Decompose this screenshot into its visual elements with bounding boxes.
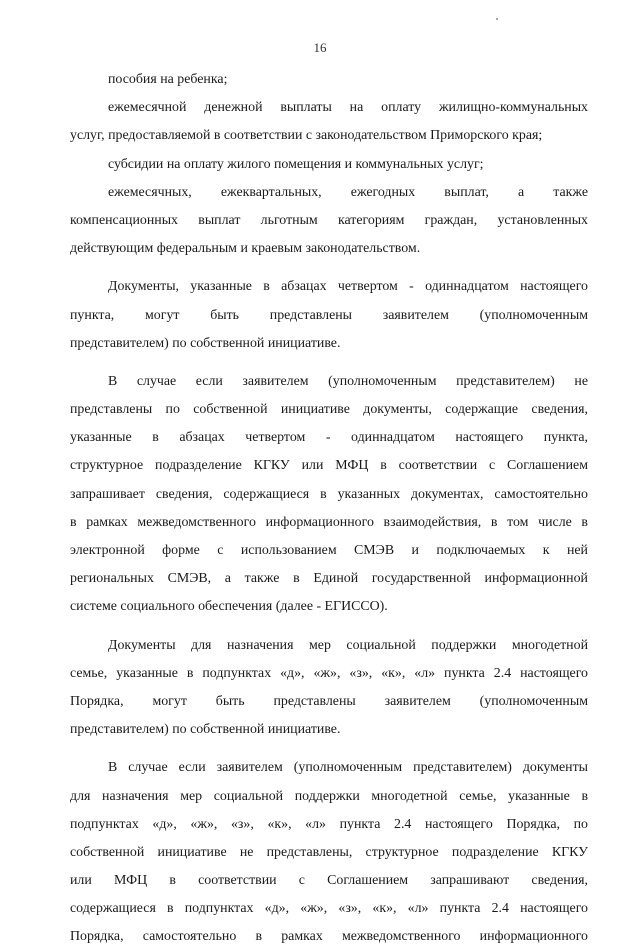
text-line: Документы, указанные в абзацах четвертом - одиннадцатом настоящего — [108, 279, 588, 295]
text-line: электронной форме с использованием СМЭВ и подключаемых к ней — [70, 543, 588, 558]
text-line: субсидии на оплату жилого помещения и коммунальных услуг; — [108, 156, 484, 172]
text-line: системе социального обеспечения (далее - ЕГИССО). — [70, 599, 388, 615]
text-line: Порядка, могут быть представлены заявителем (уполномоченным — [70, 693, 588, 709]
text-line: представлены по собственной инициативе документы, содержащие сведения, — [70, 402, 588, 418]
text-line: региональных СМЭВ, а также в Единой государственной информационной — [70, 571, 588, 587]
text-line: действующим федеральным и краевым законодательством. — [70, 241, 421, 257]
text-line: подпунктах «д», «ж», «з», «к», «л» пункта 2.4 настоящего Порядка, по — [70, 816, 588, 832]
page-number: 16 — [313, 40, 327, 55]
text-line: семье, указанные в подпунктах «д», «ж», «з», «к», «л» пункта 2.4 настоящего — [70, 665, 588, 681]
text-line: представителем) по собственной инициативе. — [70, 335, 341, 351]
text-line: или МФЦ в соответствии с Соглашением запрашивают сведения, — [70, 873, 588, 889]
text-line: указанные в абзацах четвертом - одиннадцатом настоящего пункта, — [70, 430, 588, 446]
text-line: компенсационных выплат льготным категориям граждан, установленных — [70, 212, 588, 228]
text-line: пункта, могут быть представлены заявителем (уполномоченным — [70, 307, 588, 323]
paragraph-gap — [70, 622, 588, 632]
text-line: представителем) по собственной инициативе. — [70, 722, 341, 738]
text-line: В случае если заявителем (уполномоченным представителем) документы — [108, 760, 588, 776]
text-line: содержащиеся в подпунктах «д», «ж», «з», «к», «л» пункта 2.4 настоящего — [70, 901, 588, 917]
text-line: Порядка, самостоятельно в рамках межведомственного информационного — [70, 929, 588, 945]
text-line: Документы для назначения мер социальной поддержки многодетной — [108, 637, 588, 653]
paragraph-gap — [70, 744, 588, 754]
text-line: пособия на ребенка; — [108, 72, 228, 87]
text-line: в рамках межведомственного информационного взаимодействия, в том числе в — [70, 514, 588, 530]
paragraph-gap — [70, 263, 588, 273]
paragraph-gap — [70, 358, 588, 368]
text-line: ежемесячной денежной выплаты на оплату жилищно-коммунальных — [108, 100, 588, 116]
text-line: запрашивает сведения, содержащиеся в указанных документах, самостоятельно — [70, 486, 588, 502]
text-line: В случае если заявителем (уполномоченным представителем) не — [108, 373, 588, 389]
scan-speck — [496, 18, 498, 20]
text-line: ежемесячных, ежеквартальных, ежегодных выплат, а также — [108, 184, 588, 200]
text-line: услуг, предоставляемой в соответствии с законодательством Приморского края; — [70, 128, 543, 144]
text-line: структурное подразделение КГКУ или МФЦ в соответствии с Соглашением — [70, 458, 588, 474]
text-line: для назначения мер социальной поддержки многодетной семье, указанные в — [70, 788, 588, 804]
text-line: собственной инициативе не представлены, структурное подразделение КГКУ — [70, 844, 588, 860]
document-body — [70, 66, 588, 952]
